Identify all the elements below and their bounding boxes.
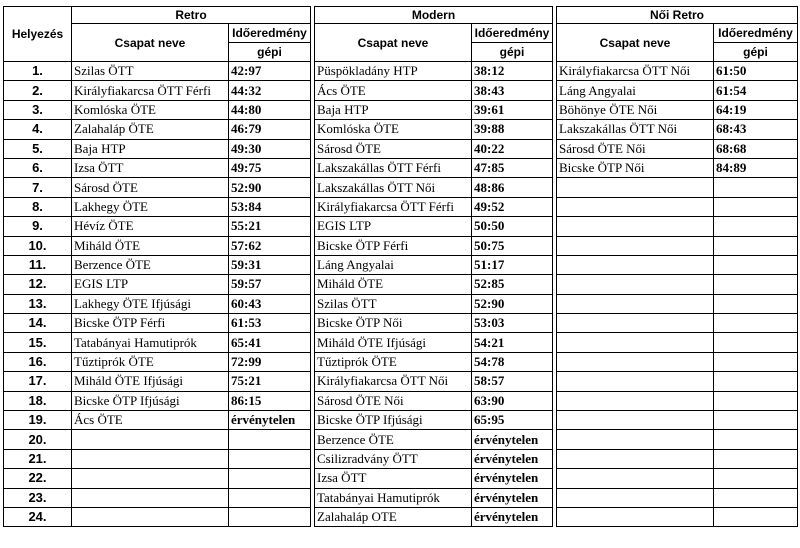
retro-team-cell: Ács ÖTE bbox=[72, 411, 229, 430]
retro-team-cell: Lakhegy ÖTE bbox=[72, 197, 229, 216]
retro-time-cell: 52:90 bbox=[229, 178, 311, 197]
table-row bbox=[4, 100, 798, 119]
position-cell: 18. bbox=[4, 391, 72, 410]
modern-time-cell: 50:50 bbox=[472, 217, 553, 236]
table-row bbox=[4, 411, 798, 430]
noi-retro-time-cell bbox=[714, 255, 798, 274]
retro-time-cell: 46:79 bbox=[229, 120, 311, 139]
position-cell: 22. bbox=[4, 469, 72, 488]
position-cell: 24. bbox=[4, 507, 72, 526]
noi-retro-team-cell bbox=[557, 507, 714, 526]
noi-retro-team-cell bbox=[557, 197, 714, 216]
retro-time-cell bbox=[229, 488, 311, 507]
position-cell: 5. bbox=[4, 139, 72, 158]
time-subheader: gépi bbox=[229, 43, 311, 62]
position-cell: 14. bbox=[4, 314, 72, 333]
modern-time-cell: 39:61 bbox=[472, 100, 553, 119]
noi-retro-team-cell bbox=[557, 391, 714, 410]
table-row bbox=[4, 352, 798, 371]
noi-retro-time-cell: 64:19 bbox=[714, 100, 798, 119]
modern-team-cell: Lakszakállas ÖTT Férfi bbox=[315, 158, 472, 177]
modern-team-cell: Bicske ÖTP Női bbox=[315, 314, 472, 333]
position-cell: 3. bbox=[4, 100, 72, 119]
modern-time-cell: érvénytelen bbox=[472, 488, 553, 507]
modern-time-cell: 63:90 bbox=[472, 391, 553, 410]
table-row bbox=[4, 139, 798, 158]
table-row bbox=[4, 178, 798, 197]
table-row bbox=[4, 469, 798, 488]
noi-retro-team-cell bbox=[557, 430, 714, 449]
retro-team-cell: EGIS LTP bbox=[72, 275, 229, 294]
table-row bbox=[4, 294, 798, 313]
noi-retro-team-cell bbox=[557, 236, 714, 255]
noi-retro-time-cell bbox=[714, 488, 798, 507]
modern-time-cell: 54:78 bbox=[472, 352, 553, 371]
modern-team-cell: Komlóska ÖTE bbox=[315, 120, 472, 139]
retro-team-cell: Miháld ÖTE bbox=[72, 236, 229, 255]
noi-retro-team-cell bbox=[557, 488, 714, 507]
retro-team-cell: Bicske ÖTP Ifjúsági bbox=[72, 391, 229, 410]
retro-team-cell: Tatabányai Hamutiprók bbox=[72, 333, 229, 352]
retro-team-cell: Hévíz ÖTE bbox=[72, 217, 229, 236]
modern-team-cell: Szilas ÖTT bbox=[315, 294, 472, 313]
position-cell: 12. bbox=[4, 275, 72, 294]
modern-team-cell: Csilizradvány ÖTT bbox=[315, 449, 472, 468]
position-cell: 16. bbox=[4, 352, 72, 371]
retro-time-cell: 72:99 bbox=[229, 352, 311, 371]
time-subheader: gépi bbox=[472, 43, 553, 62]
modern-team-cell: Sárosd ÖTE Női bbox=[315, 391, 472, 410]
modern-team-cell: Sárosd ÖTE bbox=[315, 139, 472, 158]
table-row bbox=[4, 314, 798, 333]
position-cell: 6. bbox=[4, 158, 72, 177]
position-cell: 8. bbox=[4, 197, 72, 216]
noi-retro-team-cell bbox=[557, 411, 714, 430]
modern-time-cell: 48:86 bbox=[472, 178, 553, 197]
retro-team-cell: Izsa ÖTT bbox=[72, 158, 229, 177]
noi-retro-team-cell bbox=[557, 333, 714, 352]
modern-team-cell: Királyfiakarcsa ÖTT Női bbox=[315, 372, 472, 391]
table-row bbox=[4, 236, 798, 255]
modern-team-cell: Berzence ÖTE bbox=[315, 430, 472, 449]
modern-team-cell: Miháld ÖTE Ifjúsági bbox=[315, 333, 472, 352]
retro-time-cell: érvénytelen bbox=[229, 411, 311, 430]
noi-retro-time-cell bbox=[714, 294, 798, 313]
position-cell: 17. bbox=[4, 372, 72, 391]
modern-time-cell: érvénytelen bbox=[472, 469, 553, 488]
modern-team-cell: Miháld ÖTE bbox=[315, 275, 472, 294]
time-subheader: gépi bbox=[714, 43, 798, 62]
retro-team-cell: Berzence ÖTE bbox=[72, 255, 229, 274]
retro-team-cell bbox=[72, 469, 229, 488]
retro-time-cell bbox=[229, 507, 311, 526]
noi-retro-team-cell bbox=[557, 314, 714, 333]
retro-time-cell: 59:31 bbox=[229, 255, 311, 274]
position-cell: 7. bbox=[4, 178, 72, 197]
retro-team-cell: Királyfiakarcsa ÖTT Férfi bbox=[72, 81, 229, 100]
modern-time-cell: 39:88 bbox=[472, 120, 553, 139]
modern-team-cell: Ács ÖTE bbox=[315, 81, 472, 100]
table-row bbox=[4, 275, 798, 294]
retro-team-cell: Miháld ÖTE Ifjúsági bbox=[72, 372, 229, 391]
retro-time-cell: 59:57 bbox=[229, 275, 311, 294]
retro-team-cell bbox=[72, 449, 229, 468]
modern-time-cell: 40:22 bbox=[472, 139, 553, 158]
table-row bbox=[4, 488, 798, 507]
table-row bbox=[4, 507, 798, 526]
time-header: Időeredmény bbox=[229, 24, 311, 43]
modern-time-cell: 50:75 bbox=[472, 236, 553, 255]
retro-time-cell bbox=[229, 469, 311, 488]
noi-retro-time-cell bbox=[714, 449, 798, 468]
retro-team-cell bbox=[72, 488, 229, 507]
modern-time-cell: 58:57 bbox=[472, 372, 553, 391]
retro-team-cell bbox=[72, 507, 229, 526]
modern-team-cell: Bicske ÖTP Ifjúsági bbox=[315, 411, 472, 430]
table-row bbox=[4, 372, 798, 391]
modern-team-cell: Láng Angyalai bbox=[315, 255, 472, 274]
noi-retro-team-cell bbox=[557, 294, 714, 313]
noi-retro-team-cell bbox=[557, 449, 714, 468]
position-cell: 15. bbox=[4, 333, 72, 352]
team-name-header: Csapat neve bbox=[557, 24, 714, 62]
noi-retro-team-cell: Lakszakállas ÖTT Női bbox=[557, 120, 714, 139]
table-row bbox=[4, 255, 798, 274]
position-cell: 4. bbox=[4, 120, 72, 139]
retro-time-cell: 42:97 bbox=[229, 62, 311, 81]
table-row bbox=[4, 430, 798, 449]
category-title-retro: Retro bbox=[72, 7, 311, 24]
table-row bbox=[4, 158, 798, 177]
time-header: Időeredmény bbox=[472, 24, 553, 43]
modern-time-cell: 38:12 bbox=[472, 62, 553, 81]
position-cell: 11. bbox=[4, 255, 72, 274]
noi-retro-team-cell: Böhönye ÖTE Női bbox=[557, 100, 714, 119]
retro-time-cell: 75:21 bbox=[229, 372, 311, 391]
modern-time-cell: 51:17 bbox=[472, 255, 553, 274]
position-cell: 13. bbox=[4, 294, 72, 313]
noi-retro-team-cell: Bicske ÖTP Női bbox=[557, 158, 714, 177]
position-cell: 20. bbox=[4, 430, 72, 449]
noi-retro-time-cell bbox=[714, 178, 798, 197]
category-title-noi-retro: Női Retro bbox=[557, 7, 798, 24]
position-header: Helyezés bbox=[4, 7, 72, 62]
position-cell: 1. bbox=[4, 62, 72, 81]
noi-retro-time-cell: 84:89 bbox=[714, 158, 798, 177]
noi-retro-time-cell bbox=[714, 275, 798, 294]
retro-team-cell: Zalahaláp ÖTE bbox=[72, 120, 229, 139]
time-header: Időeredmény bbox=[714, 24, 798, 43]
noi-retro-time-cell: 61:54 bbox=[714, 81, 798, 100]
modern-team-cell: Tatabányai Hamutiprók bbox=[315, 488, 472, 507]
team-name-header: Csapat neve bbox=[72, 24, 229, 62]
retro-time-cell: 60:43 bbox=[229, 294, 311, 313]
noi-retro-team-cell bbox=[557, 352, 714, 371]
modern-time-cell: 38:43 bbox=[472, 81, 553, 100]
retro-team-cell bbox=[72, 430, 229, 449]
noi-retro-time-cell bbox=[714, 352, 798, 371]
retro-time-cell: 65:41 bbox=[229, 333, 311, 352]
noi-retro-time-cell bbox=[714, 314, 798, 333]
modern-team-cell: Tűztiprók ÖTE bbox=[315, 352, 472, 371]
team-name-header: Csapat neve bbox=[315, 24, 472, 62]
table-row bbox=[4, 197, 798, 216]
position-cell: 9. bbox=[4, 217, 72, 236]
noi-retro-time-cell bbox=[714, 411, 798, 430]
noi-retro-team-cell bbox=[557, 469, 714, 488]
noi-retro-team-cell bbox=[557, 255, 714, 274]
position-cell: 23. bbox=[4, 488, 72, 507]
retro-time-cell: 61:53 bbox=[229, 314, 311, 333]
modern-team-cell: Püspökladány HTP bbox=[315, 62, 472, 81]
noi-retro-team-cell bbox=[557, 217, 714, 236]
noi-retro-time-cell bbox=[714, 469, 798, 488]
noi-retro-team-cell bbox=[557, 372, 714, 391]
noi-retro-time-cell bbox=[714, 391, 798, 410]
table-row bbox=[4, 449, 798, 468]
noi-retro-time-cell bbox=[714, 507, 798, 526]
retro-time-cell: 44:32 bbox=[229, 81, 311, 100]
modern-time-cell: 52:85 bbox=[472, 275, 553, 294]
modern-time-cell: 47:85 bbox=[472, 158, 553, 177]
retro-time-cell: 86:15 bbox=[229, 391, 311, 410]
retro-time-cell: 57:62 bbox=[229, 236, 311, 255]
modern-time-cell: érvénytelen bbox=[472, 507, 553, 526]
modern-time-cell: érvénytelen bbox=[472, 449, 553, 468]
noi-retro-time-cell bbox=[714, 236, 798, 255]
table-row bbox=[4, 62, 798, 81]
table-row bbox=[4, 81, 798, 100]
noi-retro-team-cell bbox=[557, 275, 714, 294]
noi-retro-team-cell: Láng Angyalai bbox=[557, 81, 714, 100]
retro-team-cell: Tűztiprók ÖTE bbox=[72, 352, 229, 371]
retro-team-cell: Bicske ÖTP Férfi bbox=[72, 314, 229, 333]
retro-time-cell bbox=[229, 449, 311, 468]
retro-time-cell: 49:75 bbox=[229, 158, 311, 177]
retro-team-cell: Lakhegy ÖTE Ifjúsági bbox=[72, 294, 229, 313]
table-row bbox=[4, 391, 798, 410]
retro-team-cell: Szilas ÖTT bbox=[72, 62, 229, 81]
modern-time-cell: 54:21 bbox=[472, 333, 553, 352]
modern-team-cell: Lakszakállas ÖTT Női bbox=[315, 178, 472, 197]
retro-team-cell: Komlóska ÖTE bbox=[72, 100, 229, 119]
modern-time-cell: 52:90 bbox=[472, 294, 553, 313]
retro-time-cell: 49:30 bbox=[229, 139, 311, 158]
position-cell: 19. bbox=[4, 411, 72, 430]
modern-time-cell: 65:95 bbox=[472, 411, 553, 430]
table-row bbox=[4, 120, 798, 139]
retro-team-cell: Sárosd ÖTE bbox=[72, 178, 229, 197]
category-title-modern: Modern bbox=[315, 7, 553, 24]
results-table bbox=[3, 6, 798, 527]
modern-team-cell: Baja HTP bbox=[315, 100, 472, 119]
noi-retro-team-cell: Sárosd ÖTE Női bbox=[557, 139, 714, 158]
results-body bbox=[4, 62, 798, 527]
noi-retro-time-cell bbox=[714, 333, 798, 352]
position-cell: 2. bbox=[4, 81, 72, 100]
noi-retro-time-cell: 68:68 bbox=[714, 139, 798, 158]
noi-retro-time-cell bbox=[714, 430, 798, 449]
modern-team-cell: Zalahaláp OTE bbox=[315, 507, 472, 526]
modern-team-cell: EGIS LTP bbox=[315, 217, 472, 236]
noi-retro-time-cell: 61:50 bbox=[714, 62, 798, 81]
retro-time-cell bbox=[229, 430, 311, 449]
noi-retro-team-cell bbox=[557, 178, 714, 197]
table-row bbox=[4, 217, 798, 236]
noi-retro-time-cell: 68:43 bbox=[714, 120, 798, 139]
noi-retro-time-cell bbox=[714, 197, 798, 216]
retro-team-cell: Baja HTP bbox=[72, 139, 229, 158]
position-cell: 21. bbox=[4, 449, 72, 468]
noi-retro-time-cell bbox=[714, 217, 798, 236]
modern-time-cell: érvénytelen bbox=[472, 430, 553, 449]
position-cell: 10. bbox=[4, 236, 72, 255]
retro-time-cell: 55:21 bbox=[229, 217, 311, 236]
table-row bbox=[4, 333, 798, 352]
noi-retro-team-cell: Királyfiakarcsa ÖTT Női bbox=[557, 62, 714, 81]
modern-team-cell: Bicske ÖTP Férfi bbox=[315, 236, 472, 255]
modern-team-cell: Izsa ÖTT bbox=[315, 469, 472, 488]
modern-time-cell: 53:03 bbox=[472, 314, 553, 333]
retro-time-cell: 44:80 bbox=[229, 100, 311, 119]
modern-time-cell: 49:52 bbox=[472, 197, 553, 216]
noi-retro-time-cell bbox=[714, 372, 798, 391]
retro-time-cell: 53:84 bbox=[229, 197, 311, 216]
modern-team-cell: Királyfiakarcsa ÖTT Férfi bbox=[315, 197, 472, 216]
